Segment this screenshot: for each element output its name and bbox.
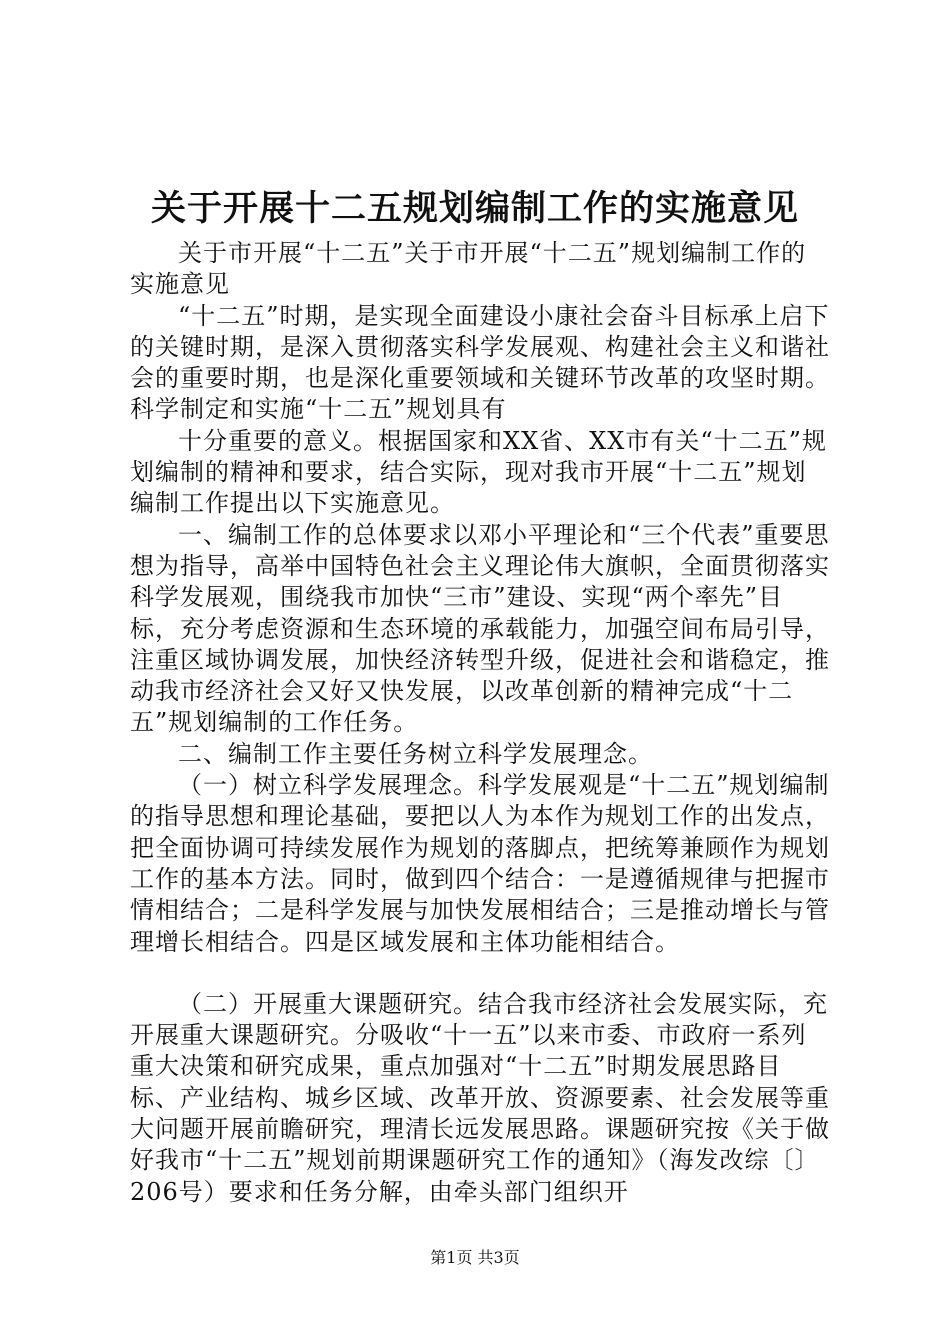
paragraph-section-two-heading: 二、编制工作主要任务树立科学发展理念。	[178, 739, 653, 768]
paragraph-item-one: （一）树立科学发展理念。科学发展观是“十二五”规划编制的指导思想和理论基础，要把以人为本作为规划工作的出发点，把全面协调可持续发展作为规划的落脚点，把统筹兼顾作为规划工作的基本方法。同时，做到四个结合：一是遵循规律与把握市情相结合；二是科学发展与加快发展相结合；三是推动增长与管理增长相结合。四是区域发展和主体功能相结合。	[130, 771, 830, 956]
document-body	[130, 238, 830, 1208]
paragraph-intro-continued: 十分重要的意义。根据国家和XX省、XX市有关“十二五”规划编制的精神和要求，结合实际，现对我市开展“十二五”规划编制工作提出以下实施意见。	[130, 426, 827, 518]
paragraph-section-one: 一、编制工作的总体要求以邓小平理论和“三个代表”重要思想为指导，高举中国特色社会主义理论伟大旗帜，全面贯彻落实科学发展观，围绕我市加快“三市”建设、实现“两个率先”目标，充分考虑资源和生态环境的承载能力，加强空间布局引导，注重区域协调发展，加快经济转型升级，促进社会和谐稳定，推动我市经济社会又好又快发展，以改革创新的精神完成“十二五”规划编制的工作任务。	[130, 520, 830, 737]
page-number: 第1页 共3页	[430, 1248, 520, 1267]
paragraph-intro: “十二五”时期，是实现全面建设小康社会奋斗目标承上启下的关键时期，是深入贯彻落实科学发展观、构建社会主义和谐社会的重要时期，也是深化重要领域和关键环节改革的攻坚时期。科学制定和实施“十二五”规划具有	[130, 301, 830, 424]
document-title: 关于开展十二五规划编制工作的实施意见	[150, 188, 799, 229]
paragraph-subtitle: 关于市开展“十二五”关于市开展“十二五”规划编制工作的实施意见	[130, 239, 807, 299]
paragraph-item-two: （二）开展重大课题研究。结合我市经济社会发展实际，充开展重大课题研究。分吸收“十一五”以来市委、市政府一系列重大决策和研究成果，重点加强对“十二五”时期发展思路目标、产业结构、城乡区域、改革开放、资源要素、社会发展等重大问题开展前瞻研究，理清长远发展思路。课题研究按《关于做好我市“十二五”规划前期课题研究工作的通知》（海发改综〔〕206号）要求和任务分解，由牵头部门组织开	[130, 989, 830, 1206]
